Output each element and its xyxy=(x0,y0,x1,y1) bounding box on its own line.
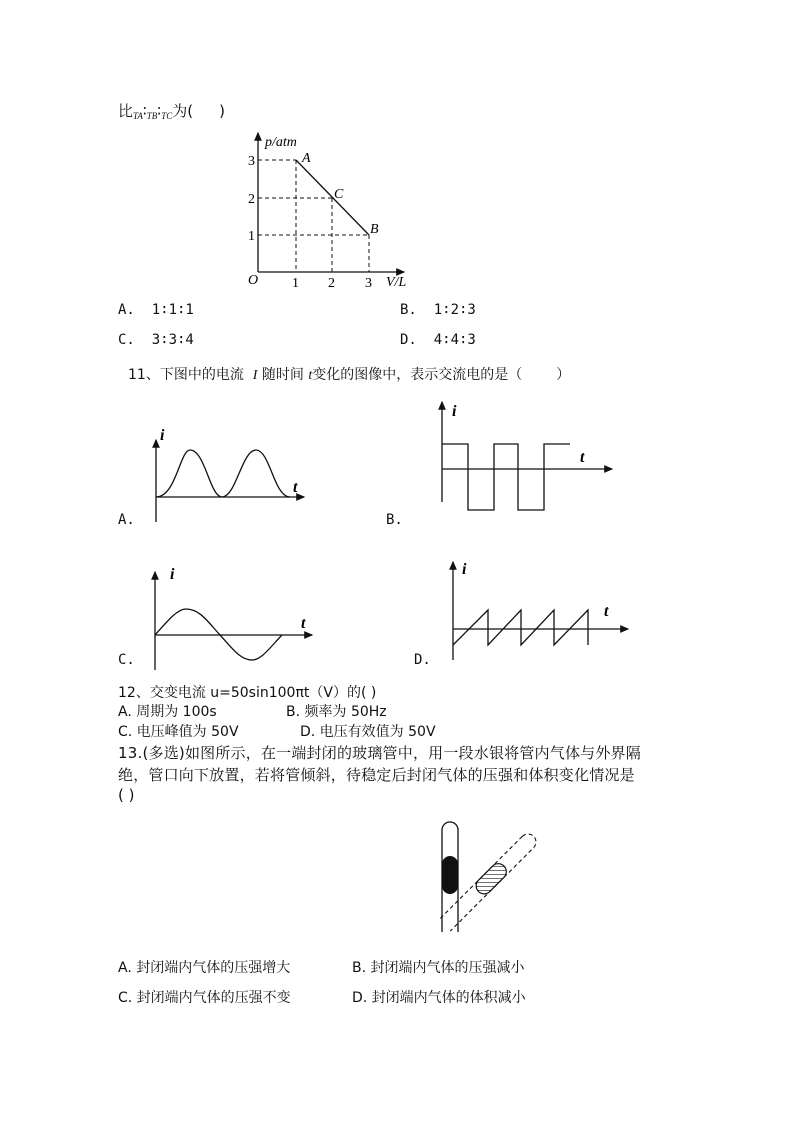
q13-stem-line3: ( ) xyxy=(118,786,135,804)
graph-b-x-label: t xyxy=(580,449,585,466)
pv-xtick: 3 xyxy=(365,276,372,291)
graph-b-y-label: i xyxy=(452,403,457,420)
q13-option-d[interactable]: D. 封闭端内气体的体积减小 xyxy=(352,990,526,1006)
q13-option-b[interactable]: B. 封闭端内气体的压强减小 xyxy=(352,960,525,976)
vertical-mercury xyxy=(442,856,458,894)
q11-option-b[interactable]: B. xyxy=(386,512,403,528)
graph-c-y-label: i xyxy=(170,566,175,583)
q12-stem: 12、交变电流 u=50sin100πt（V）的( ) xyxy=(118,685,377,701)
tilted-mercury xyxy=(473,860,510,897)
graph-a-y-label: i xyxy=(160,427,165,444)
pv-point-a: A xyxy=(302,151,311,166)
pv-y-label: p/atm xyxy=(265,135,297,150)
pv-xtick: 1 xyxy=(292,276,299,291)
pv-ytick: 1 xyxy=(248,229,255,244)
q13-option-a[interactable]: A. 封闭端内气体的压强增大 xyxy=(118,960,291,976)
graph-d-x-label: t xyxy=(604,603,609,620)
graph-a-x-label: t xyxy=(293,479,298,496)
pv-ytick: 2 xyxy=(248,192,255,207)
graph-d-y-label: i xyxy=(462,561,467,578)
pv-xtick: 2 xyxy=(328,276,335,291)
pv-x-label: V/L xyxy=(386,275,407,290)
pv-ytick: 3 xyxy=(248,154,255,169)
q10-option-b[interactable]: B. 1∶2∶3 xyxy=(400,302,476,318)
q10-option-d[interactable]: D. 4∶4∶3 xyxy=(400,332,476,348)
q10-option-c[interactable]: C. 3∶3∶4 xyxy=(118,332,194,348)
pv-point-b: B xyxy=(370,222,379,237)
q10-stem: 比$_{TA}∶_{TB}∶_{TC}$为( ) xyxy=(118,102,225,121)
q12-option-a[interactable]: A. 周期为 100s xyxy=(118,704,217,720)
q13-option-c[interactable]: C. 封闭端内气体的压强不变 xyxy=(118,990,291,1006)
q13-stem-line2: 绝，管口向下放置，若将管倾斜，待稳定后封闭气体的压强和体积变化情况是 xyxy=(118,766,635,784)
q12-option-c[interactable]: C. 电压峰值为 50V xyxy=(118,724,239,740)
q11-option-c[interactable]: C. xyxy=(118,652,135,668)
q11-option-d[interactable]: D. xyxy=(414,652,431,668)
q12-option-b[interactable]: B. 频率为 50Hz xyxy=(286,704,387,720)
graph-c-x-label: t xyxy=(301,615,306,632)
q11-option-a[interactable]: A. xyxy=(118,512,135,528)
pv-point-c: C xyxy=(334,187,344,202)
q11-stem: 11、下图中的电流 I 随时间 t变化的图像中，表示交流电的是（ ） xyxy=(128,367,571,383)
q10-option-a[interactable]: A. 1∶1∶1 xyxy=(118,302,194,318)
pv-origin: O xyxy=(248,273,259,288)
q12-option-d[interactable]: D. 电压有效值为 50V xyxy=(300,724,436,740)
q13-stem-line1: 13.(多选)如图所示，在一端封闭的玻璃管中，用一段水银将管内气体与外界隔 xyxy=(118,744,641,762)
